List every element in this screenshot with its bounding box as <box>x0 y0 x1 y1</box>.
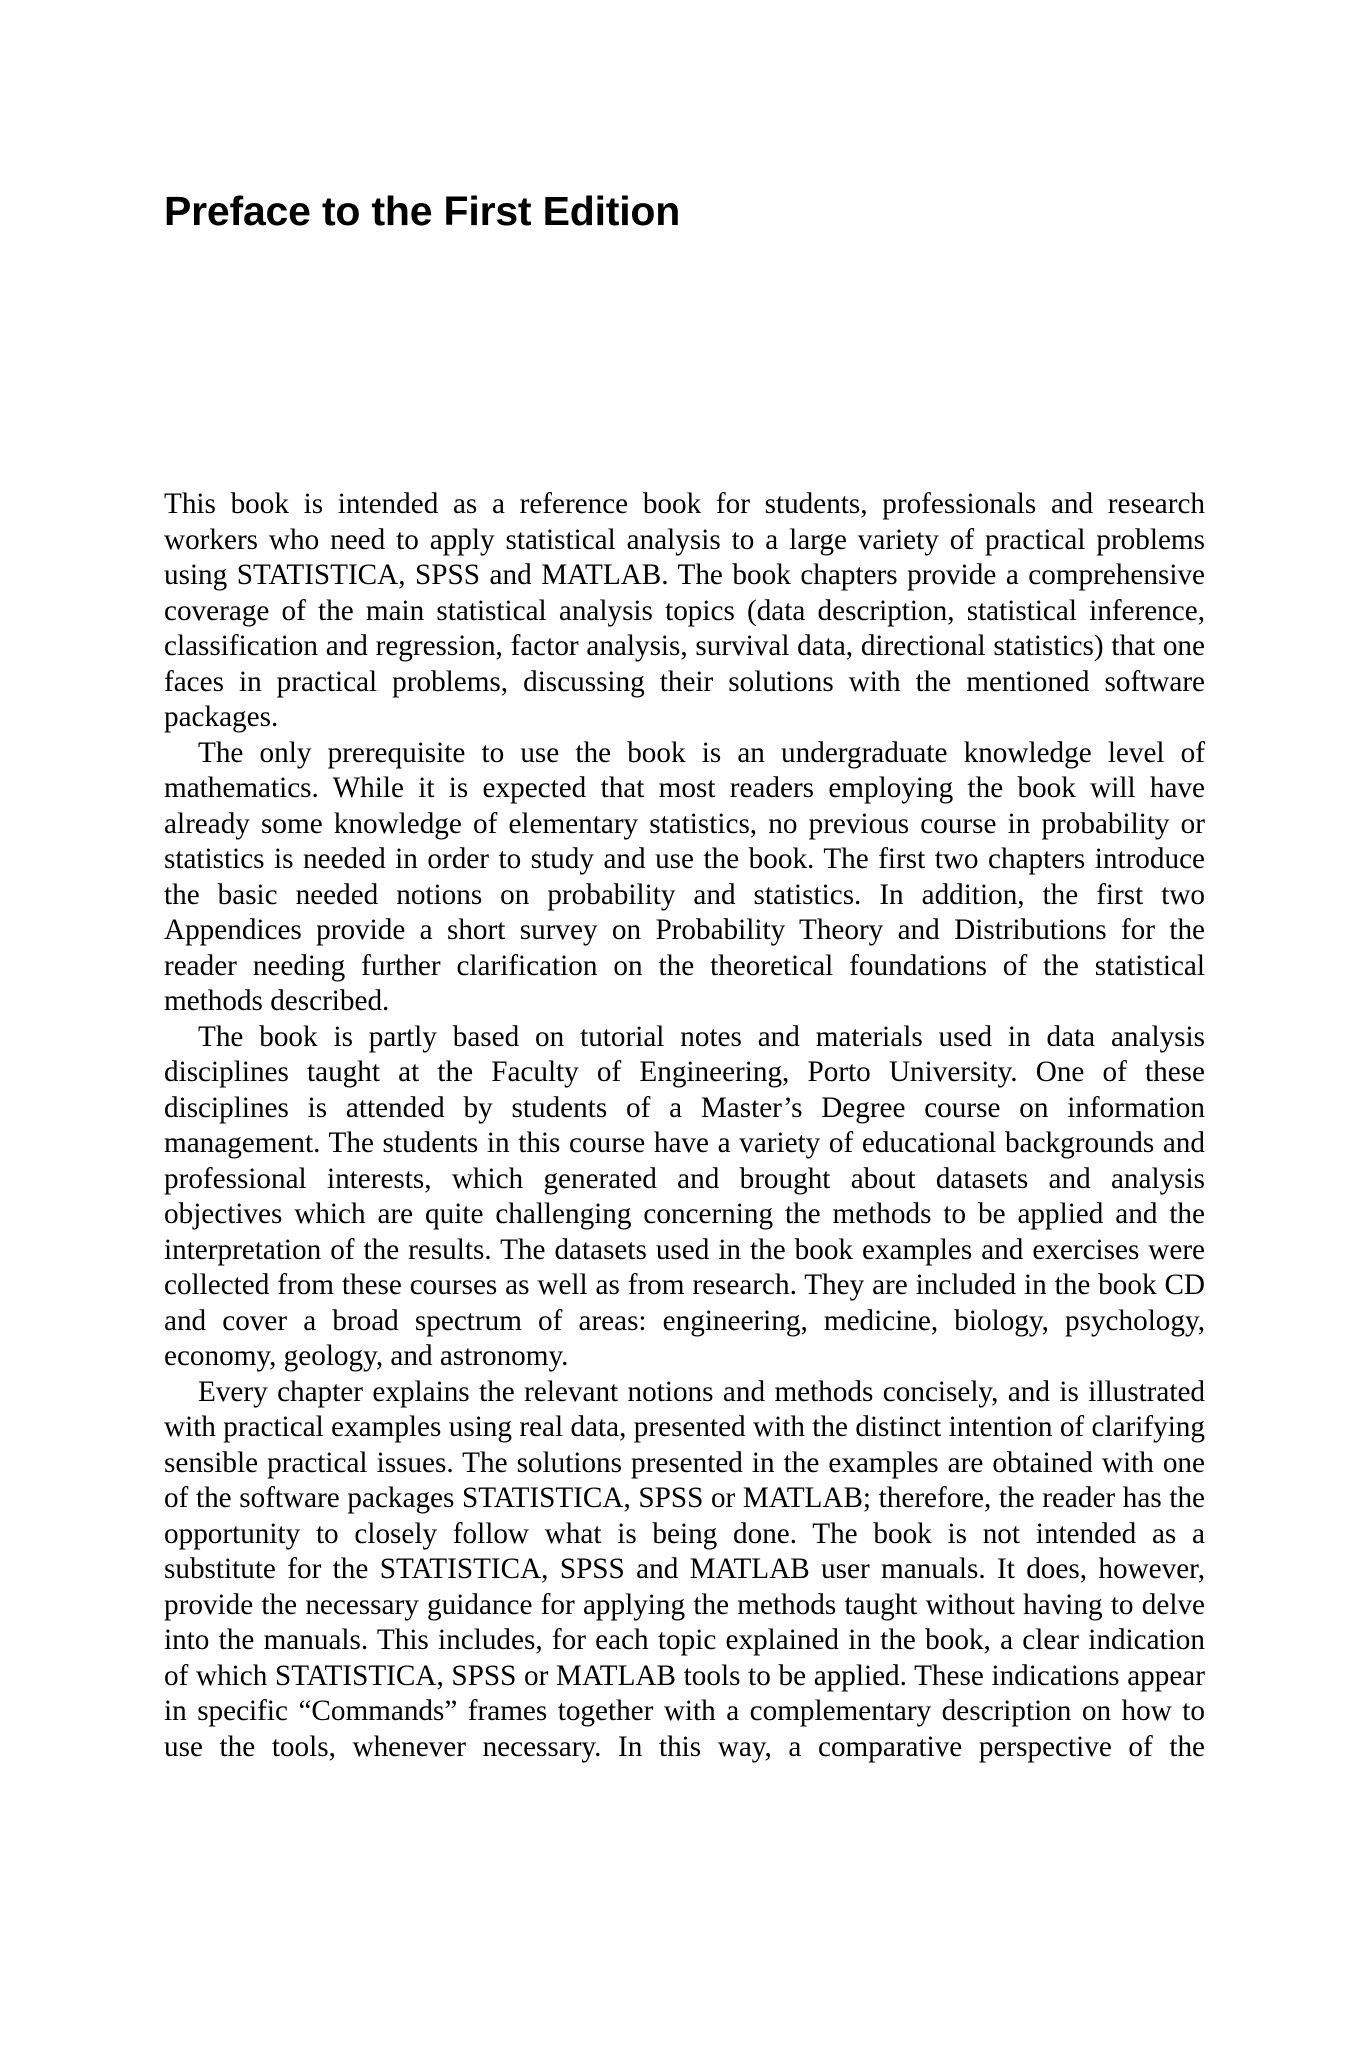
paragraph-prerequisites: The only prerequisite to use the book is an undergraduate knowledge level of mathematics. While it is expected that most readers employing the book will have already some knowledge of elementary statistics, no previous course in probability or statistics is needed in order to study and use the book. The first two chapters introduce the basic needed notions on probability and statistics. In addition, the first two Appendices provide a short survey on Probability Theory and Distributions for the reader needing further clarification on the theoretical foundations of the statistical methods described. <box>164 736 1205 1017</box>
paragraph-origins: The book is partly based on tutorial notes and materials used in data analysis disciplines taught at the Faculty of Engineering, Porto University. One of these disciplines is attended by students of a Master’s Degree course on information management. The students in this course have a variety of educational backgrounds and professional interests, which generated and brought about datasets and analysis objectives which are quite challenging concerning the methods to be applied and the interpretation of the results. The datasets used in the book examples and exercises were collected from these courses as well as from research. They are included in the book CD and cover a broad spectrum of areas: engineering, medicine, biology, psychology, economy, geology, and astronomy. <box>164 1020 1205 1372</box>
preface-body <box>164 487 1205 1765</box>
page-title: Preface to the First Edition <box>164 188 681 234</box>
paragraph-chapter-structure: Every chapter explains the relevant notions and methods concisely, and is illustrated with practical examples using real data, presented with the distinct intention of clarifying sensible practical issues. The solutions presented in the examples are obtained with one of the software packages STATISTICA, SPSS or MATLAB; therefore, the reader has the opportunity to closely follow what is being done. The book is not intended as a substitute for the STATISTICA, SPSS and MATLAB user manuals. It does, however, provide the necessary guidance for applying the methods taught without having to delve into the manuals. This includes, for each topic explained in the book, a clear indication of which STATISTICA, SPSS or MATLAB tools to be applied. These indications appear in specific “Commands” frames together with a complementary description on how to use the tools, whenever necessary. In this way, a comparative perspective of the <box>164 1375 1205 1763</box>
paragraph-intro: This book is intended as a reference book for students, professionals and research workers who need to apply statistical analysis to a large variety of practical problems using STATISTICA, SPSS and MATLAB. The book chapters provide a comprehensive coverage of the main statistical analysis topics (data description, statistical inference, classification and regression, factor analysis, survival data, directional statistics) that one faces in practical problems, discussing their solutions with the mentioned software packages. <box>164 488 1205 733</box>
